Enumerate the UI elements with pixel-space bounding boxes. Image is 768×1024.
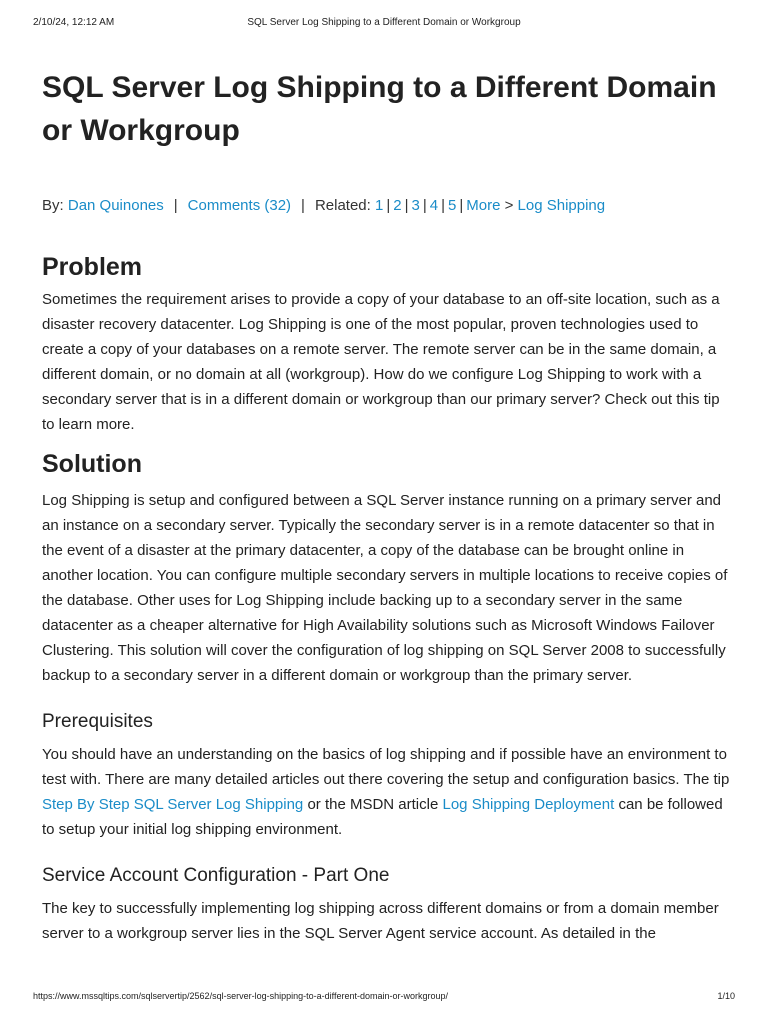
comments-link[interactable]: Comments (32)	[187, 197, 292, 214]
more-link[interactable]: More	[466, 197, 501, 214]
related-separator: |	[459, 197, 464, 214]
related-link-2[interactable]: 2	[393, 197, 402, 214]
prerequisites-heading: Prerequisites	[42, 711, 153, 732]
related-separator: |	[441, 197, 445, 214]
related-separator: |	[422, 197, 427, 214]
solution-heading: Solution	[42, 450, 142, 478]
prerequisites-text-part: can be followed to setup your initial log shipping environment.	[42, 796, 723, 838]
related-separator: |	[386, 197, 391, 214]
print-footer	[33, 991, 735, 1003]
print-header	[33, 17, 735, 31]
byline-separator: |	[173, 197, 178, 214]
solution-text: Log Shipping is setup and configured between a SQL Server instance running on a primary server and an instance on a secondary server. Typically the secondary server is in a remote datacenter so that in the event of a disaster at the primary datacenter, a copy of the database can be brought online in another location. You can configure multiple secondary servers in multiple locations to receive copies of the database. Other uses for Log Shipping include backing up to a secondary server in the same datacenter as a cheaper alternative for High Availability solutions such as Microsoft Windows Failover Clustering. This solution will cover the configuration of log shipping on SQL Server 2008 to successfully backup to a secondary server in a different domain or workgroup than the primary server.	[42, 492, 728, 684]
related-link-4[interactable]: 4	[429, 197, 439, 214]
log-shipping-deployment-link[interactable]: Log Shipping Deployment	[442, 796, 615, 813]
prerequisites-text-part: You should have an understanding on the basics of log shipping and if possible have an environment to test with. There are many detailed articles out there covering the setup and configuration basics. The tip	[42, 746, 730, 788]
related-link-1[interactable]: 1	[374, 197, 384, 214]
page-url: https://www.mssqltips.com/sqlservertip/2562/sql-server-log-shipping-to-a-different-domain-or-workgroup/	[33, 991, 448, 1001]
service-account-heading: Service Account Configuration - Part One	[42, 865, 390, 886]
related-link-5[interactable]: 5	[447, 197, 457, 214]
byline-separator: |	[301, 197, 305, 214]
prerequisites-text-part: or the MSDN article	[303, 796, 443, 813]
breadcrumb-arrow: >	[504, 197, 514, 214]
print-title: SQL Server Log Shipping to a Different Domain or Workgroup	[247, 17, 521, 28]
problem-text: Sometimes the requirement arises to provide a copy of your database to an off-site location, such as a disaster recovery datacenter. Log Shipping is one of the most popular, proven technologies used to create a copy of your databases on a remote server. The remote server can be in the same domain, a different domain, or no domain at all (workgroup). How do we configure Log Shipping to work with a secondary server that is in a different domain or workgroup than our primary server? Check out this tip to learn more.	[42, 291, 720, 433]
article-title: SQL Server Log Shipping to a Different Domain or Workgroup	[42, 71, 717, 147]
related-label: Related:	[314, 197, 371, 214]
step-by-step-log-shipping-link[interactable]: Step By Step SQL Server Log Shipping	[42, 796, 304, 813]
category-link[interactable]: Log Shipping	[517, 197, 606, 214]
prerequisites-text	[42, 742, 732, 842]
related-separator: |	[404, 197, 409, 214]
byline	[42, 196, 732, 216]
print-date: 2/10/24, 12:12 AM	[33, 17, 115, 28]
by-label: By:	[42, 197, 64, 214]
service-account-text: The key to successfully implementing log shipping across different domains or from a domain member server to a workgroup server lies in the SQL Server Agent service account. As detailed in the	[42, 900, 719, 942]
author-link[interactable]: Dan Quinones	[67, 197, 164, 214]
article	[42, 66, 732, 946]
page-number: 1/10	[717, 991, 735, 1001]
related-link-3[interactable]: 3	[411, 197, 420, 214]
problem-heading: Problem	[42, 253, 143, 281]
